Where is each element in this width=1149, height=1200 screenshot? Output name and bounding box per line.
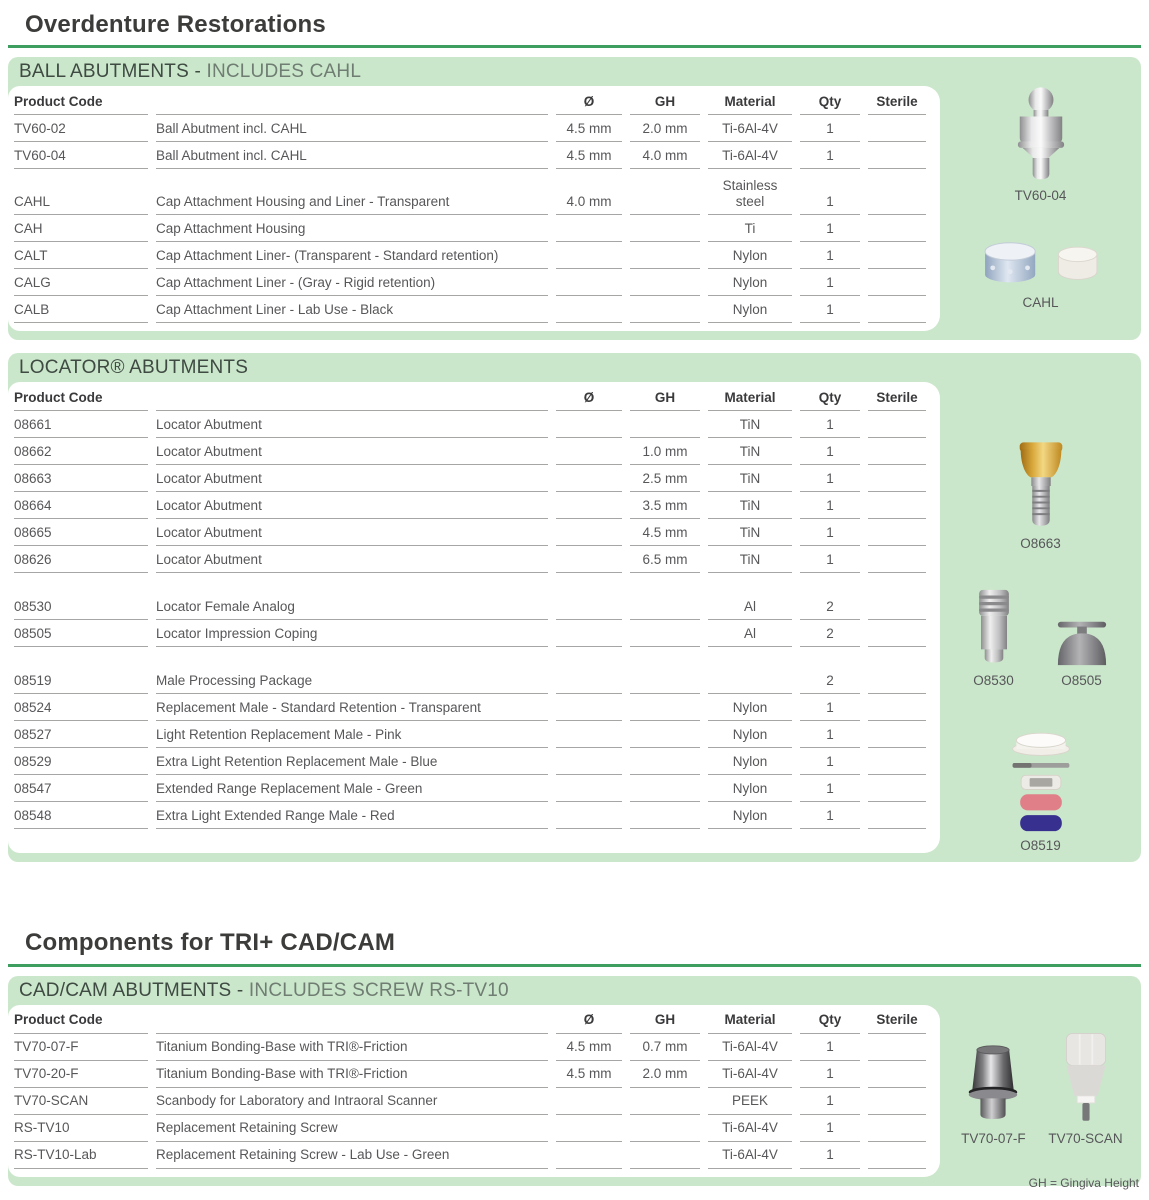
cahl-caps-icon (973, 237, 1109, 291)
cell-dia: 4.5 mm (556, 1061, 622, 1088)
ball-abutment-icon (1005, 84, 1077, 184)
cell-qty: 1 (800, 802, 860, 829)
col-header-sterile: Sterile (868, 88, 926, 115)
cell-code: RS-TV10-Lab (14, 1142, 148, 1169)
table-body (14, 411, 926, 829)
male-processing-package-icon (997, 728, 1085, 834)
cell-dia (556, 438, 622, 465)
cell-gh: 2.0 mm (630, 1061, 700, 1088)
table-row-08661 (14, 411, 926, 438)
cell-code: CALT (14, 242, 148, 269)
cell-desc: Locator Abutment (156, 411, 548, 438)
table-row-TV70-20-F (14, 1061, 926, 1088)
cell-code: TV70-20-F (14, 1061, 148, 1088)
cell-material: Nylon (708, 694, 792, 721)
cell-material: TiN (708, 492, 792, 519)
scanbody-icon (1053, 1029, 1119, 1127)
cell-sterile (868, 721, 926, 748)
cell-gh (630, 620, 700, 647)
cell-gh (630, 169, 700, 215)
cell-sterile (868, 519, 926, 546)
cell-dia: 4.5 mm (556, 1034, 622, 1061)
cell-sterile (868, 775, 926, 802)
col-header-qty: Qty (800, 384, 860, 411)
col-header-gh: GH (630, 384, 700, 411)
cell-qty: 1 (800, 242, 860, 269)
cell-qty: 1 (800, 1034, 860, 1061)
col-header-diameter: Ø (556, 88, 622, 115)
figure-tv70-07-f (958, 1041, 1028, 1146)
cell-gh (630, 269, 700, 296)
cell-qty: 2 (800, 620, 860, 647)
cell-gh (630, 1142, 700, 1169)
cell-desc: Extra Light Retention Replacement Male - Blue (156, 748, 548, 775)
col-header-material: Material (708, 1007, 792, 1034)
table-row-08524 (14, 694, 926, 721)
section-cadcam-abutments (8, 976, 1141, 1186)
table-row-08527 (14, 721, 926, 748)
cell-desc: Locator Impression Coping (156, 620, 548, 647)
cell-gh (630, 802, 700, 829)
cell-gh (630, 296, 700, 323)
cell-gh (630, 411, 700, 438)
table-row-CAHL (14, 169, 926, 215)
cell-desc: Cap Attachment Housing (156, 215, 548, 242)
cell-qty: 2 (800, 667, 860, 694)
cell-dia (556, 242, 622, 269)
table-row-08529 (14, 748, 926, 775)
cell-desc: Locator Abutment (156, 492, 548, 519)
cell-material: Ti-6Al-4V (708, 1142, 792, 1169)
product-figures (940, 382, 1141, 853)
cell-dia (556, 411, 622, 438)
col-header-gh: GH (630, 1007, 700, 1034)
table-body (14, 1034, 926, 1169)
cell-material: TiN (708, 465, 792, 492)
cell-material: Nylon (708, 296, 792, 323)
section-ball-abutments (8, 57, 1141, 340)
cell-qty: 2 (800, 593, 860, 620)
table-row-08662 (14, 438, 926, 465)
cell-desc: Cap Attachment Liner - Lab Use - Black (156, 296, 548, 323)
cell-desc: Locator Abutment (156, 519, 548, 546)
table-group-gap (14, 573, 926, 593)
product-figures (940, 86, 1141, 331)
cell-qty: 1 (800, 1088, 860, 1115)
cell-qty: 1 (800, 115, 860, 142)
cell-sterile (868, 694, 926, 721)
cell-material: Nylon (708, 748, 792, 775)
cell-desc: Titanium Bonding-Base with TRI®-Friction (156, 1034, 548, 1061)
table-row-08547 (14, 775, 926, 802)
figure-label: TV70-07-F (961, 1130, 1026, 1146)
cell-material: TiN (708, 519, 792, 546)
col-header-gh: GH (630, 88, 700, 115)
cell-gh (630, 242, 700, 269)
cell-desc: Replacement Male - Standard Retention - Transparent (156, 694, 548, 721)
col-header-description (156, 384, 548, 411)
cell-desc: Extended Range Replacement Male - Green (156, 775, 548, 802)
cell-desc: Replacement Retaining Screw - Lab Use - Green (156, 1142, 548, 1169)
cell-material: Ti-6Al-4V (708, 1061, 792, 1088)
cell-gh (630, 694, 700, 721)
cell-desc: Cap Attachment Liner- (Transparent - Standard retention) (156, 242, 548, 269)
titanium-bonding-base-icon (958, 1041, 1028, 1127)
cell-qty: 1 (800, 748, 860, 775)
cell-dia (556, 667, 622, 694)
cell-dia (556, 802, 622, 829)
table-group-gap (14, 647, 926, 667)
figure-o8519 (997, 728, 1085, 853)
cell-sterile (868, 142, 926, 169)
section-title: BALL ABUTMENTS - (19, 61, 201, 83)
cell-code: 08548 (14, 802, 148, 829)
product-table-card (8, 86, 940, 331)
cell-dia (556, 694, 622, 721)
cell-code: 08664 (14, 492, 148, 519)
figure-row (968, 587, 1114, 688)
figure-label: O8505 (1061, 673, 1102, 689)
cell-material (708, 667, 792, 694)
footnote-gh-legend: GH = Gingiva Height (1028, 1176, 1139, 1190)
cell-material: TiN (708, 546, 792, 573)
cell-code: 08530 (14, 593, 148, 620)
cell-code: 08505 (14, 620, 148, 647)
figure-o8505 (1050, 615, 1114, 688)
cell-code: 08661 (14, 411, 148, 438)
col-header-qty: Qty (800, 1007, 860, 1034)
cell-qty: 1 (800, 519, 860, 546)
table-row-CALB (14, 296, 926, 323)
cell-sterile (868, 748, 926, 775)
col-header-sterile: Sterile (868, 1007, 926, 1034)
table-row-08519 (14, 667, 926, 694)
cell-dia (556, 492, 622, 519)
cell-code: 08519 (14, 667, 148, 694)
cell-code: 08527 (14, 721, 148, 748)
cell-material: Ti-6Al-4V (708, 1115, 792, 1142)
cell-qty: 1 (800, 142, 860, 169)
cell-gh (630, 1115, 700, 1142)
table-body (14, 115, 926, 323)
cell-qty: 1 (800, 438, 860, 465)
figure-label: TV60-04 (1014, 188, 1067, 204)
locator-abutment-icon (1010, 440, 1072, 532)
figure-label: O8519 (1020, 838, 1061, 854)
table-row-08665 (14, 519, 926, 546)
col-header-material: Material (708, 384, 792, 411)
cell-sterile (868, 593, 926, 620)
cell-qty: 1 (800, 411, 860, 438)
cell-code: CAHL (14, 169, 148, 215)
table-row-RS-TV10 (14, 1115, 926, 1142)
col-header-product-code: Product Code (14, 1007, 148, 1034)
cell-gh: 6.5 mm (630, 546, 700, 573)
cell-qty: 1 (800, 465, 860, 492)
cell-material: Ti (708, 215, 792, 242)
table-row-TV60-02 (14, 115, 926, 142)
col-header-diameter: Ø (556, 384, 622, 411)
cell-desc: Locator Female Analog (156, 593, 548, 620)
cell-desc: Ball Abutment incl. CAHL (156, 142, 548, 169)
col-header-material: Material (708, 88, 792, 115)
figure-label: CAHL (1022, 295, 1059, 311)
cell-sterile (868, 438, 926, 465)
cell-dia (556, 296, 622, 323)
cell-code: TV70-07-F (14, 1034, 148, 1061)
section-banner (8, 353, 1141, 382)
cell-material: Nylon (708, 269, 792, 296)
cell-qty: 1 (800, 296, 860, 323)
figure-label: O8530 (973, 673, 1014, 689)
figure-label: TV70-SCAN (1048, 1130, 1123, 1146)
col-header-product-code: Product Code (14, 384, 148, 411)
table-row-08664 (14, 492, 926, 519)
cell-sterile (868, 242, 926, 269)
cell-dia (556, 775, 622, 802)
cell-dia (556, 269, 622, 296)
table-row-TV70-07-F (14, 1034, 926, 1061)
page-title-overdenture: Overdenture Restorations (25, 11, 326, 38)
section-locator-abutments (8, 353, 1141, 862)
cell-material: TiN (708, 411, 792, 438)
cell-gh: 4.5 mm (630, 519, 700, 546)
cell-dia (556, 721, 622, 748)
table-row-TV70-SCAN (14, 1088, 926, 1115)
table-header-row (14, 384, 926, 411)
cell-code: 08665 (14, 519, 148, 546)
cell-sterile (868, 411, 926, 438)
figure-cahl (973, 237, 1109, 310)
cell-gh: 2.0 mm (630, 115, 700, 142)
cell-gh: 1.0 mm (630, 438, 700, 465)
cell-material: Ti-6Al-4V (708, 1034, 792, 1061)
table-row-CALT (14, 242, 926, 269)
figure-tv70-scan (1048, 1029, 1122, 1146)
cell-code: CAH (14, 215, 148, 242)
col-header-description (156, 88, 548, 115)
cell-sterile (868, 1034, 926, 1061)
cell-material: Nylon (708, 721, 792, 748)
cell-material: Ti-6Al-4V (708, 142, 792, 169)
cell-dia: 4.5 mm (556, 142, 622, 169)
col-header-product-code: Product Code (14, 88, 148, 115)
cell-desc: Light Retention Replacement Male - Pink (156, 721, 548, 748)
cell-sterile (868, 1061, 926, 1088)
cell-gh: 4.0 mm (630, 142, 700, 169)
cell-desc: Locator Abutment (156, 438, 548, 465)
cell-sterile (868, 1142, 926, 1169)
cell-sterile (868, 296, 926, 323)
cell-dia (556, 1142, 622, 1169)
cell-qty: 1 (800, 721, 860, 748)
cell-material: Nylon (708, 242, 792, 269)
product-table-card (8, 1005, 940, 1177)
cell-desc: Locator Abutment (156, 465, 548, 492)
cell-qty: 1 (800, 1142, 860, 1169)
col-header-sterile: Sterile (868, 384, 926, 411)
cell-desc: Cap Attachment Housing and Liner - Transparent (156, 169, 548, 215)
cell-dia (556, 593, 622, 620)
cell-sterile (868, 1088, 926, 1115)
cell-dia (556, 1115, 622, 1142)
cell-code: 08663 (14, 465, 148, 492)
cell-material: Stainless steel (708, 169, 792, 215)
section-subtitle: INCLUDES SCREW RS-TV10 (248, 979, 509, 1001)
cell-sterile (868, 620, 926, 647)
cell-sterile (868, 802, 926, 829)
section-subtitle: INCLUDES CAHL (206, 61, 362, 83)
cell-desc: Titanium Bonding-Base with TRI®-Friction (156, 1061, 548, 1088)
cell-material: PEEK (708, 1088, 792, 1115)
cell-material: Nylon (708, 775, 792, 802)
cell-qty: 1 (800, 775, 860, 802)
cell-dia (556, 519, 622, 546)
cell-material: Ti-6Al-4V (708, 115, 792, 142)
cell-qty: 1 (800, 1115, 860, 1142)
table-header-row (14, 1007, 926, 1034)
cell-material: Al (708, 593, 792, 620)
cell-qty: 1 (800, 492, 860, 519)
cell-code: TV60-04 (14, 142, 148, 169)
cell-material: Nylon (708, 802, 792, 829)
cell-gh (630, 748, 700, 775)
cell-qty: 1 (800, 546, 860, 573)
cell-gh (630, 1088, 700, 1115)
cell-desc: Locator Abutment (156, 546, 548, 573)
figure-row (958, 1029, 1122, 1146)
cell-dia: 4.5 mm (556, 115, 622, 142)
cell-sterile (868, 269, 926, 296)
cell-desc: Cap Attachment Liner - (Gray - Rigid retention) (156, 269, 548, 296)
cell-code: TV70-SCAN (14, 1088, 148, 1115)
cell-qty: 1 (800, 169, 860, 215)
cell-sterile (868, 492, 926, 519)
cell-gh: 3.5 mm (630, 492, 700, 519)
cell-gh: 0.7 mm (630, 1034, 700, 1061)
section-title: CAD/CAM ABUTMENTS - (19, 979, 244, 1001)
cell-gh (630, 593, 700, 620)
cell-gh: 2.5 mm (630, 465, 700, 492)
table-row-08505 (14, 620, 926, 647)
section-banner (8, 976, 1141, 1005)
cell-sterile (868, 1115, 926, 1142)
cell-dia (556, 465, 622, 492)
figure-o8530 (968, 587, 1020, 688)
cell-sterile (868, 169, 926, 215)
col-header-diameter: Ø (556, 1007, 622, 1034)
locator-impression-coping-icon (1050, 615, 1114, 669)
cell-desc: Male Processing Package (156, 667, 548, 694)
cell-qty: 1 (800, 215, 860, 242)
cell-sterile (868, 465, 926, 492)
cell-material: TiN (708, 438, 792, 465)
page-title-components: Components for TRI+ CAD/CAM (25, 929, 396, 957)
cell-desc: Scanbody for Laboratory and Intraoral Scanner (156, 1088, 548, 1115)
cell-desc: Extra Light Extended Range Male - Red (156, 802, 548, 829)
figure-tv60-04 (1005, 84, 1077, 203)
table-row-TV60-04 (14, 142, 926, 169)
cell-dia (556, 215, 622, 242)
cell-qty: 1 (800, 269, 860, 296)
cell-gh (630, 721, 700, 748)
table-row-RS-TV10-Lab (14, 1142, 926, 1169)
cell-code: 08529 (14, 748, 148, 775)
cell-gh (630, 215, 700, 242)
cell-code: CALB (14, 296, 148, 323)
figure-label: O8663 (1020, 536, 1061, 552)
cell-gh (630, 667, 700, 694)
cell-dia (556, 748, 622, 775)
cell-code: TV60-02 (14, 115, 148, 142)
cell-code: 08524 (14, 694, 148, 721)
cell-sterile (868, 115, 926, 142)
section-banner (8, 57, 1141, 86)
table-row-08626 (14, 546, 926, 573)
cell-dia (556, 1088, 622, 1115)
cell-desc: Replacement Retaining Screw (156, 1115, 548, 1142)
cell-dia: 4.0 mm (556, 169, 622, 215)
col-header-qty: Qty (800, 88, 860, 115)
cell-gh (630, 775, 700, 802)
col-header-description (156, 1007, 548, 1034)
section-title: LOCATOR® ABUTMENTS (19, 357, 249, 379)
cell-sterile (868, 667, 926, 694)
cell-desc: Ball Abutment incl. CAHL (156, 115, 548, 142)
table-row-08530 (14, 593, 926, 620)
cell-qty: 1 (800, 1061, 860, 1088)
cell-qty: 1 (800, 694, 860, 721)
cell-dia (556, 546, 622, 573)
cell-sterile (868, 546, 926, 573)
cell-code: CALG (14, 269, 148, 296)
cell-sterile (868, 215, 926, 242)
table-row-CAH (14, 215, 926, 242)
figure-o8663 (1010, 440, 1072, 551)
product-table-card (8, 382, 940, 853)
cell-code: 08547 (14, 775, 148, 802)
table-row-08663 (14, 465, 926, 492)
table-row-08548 (14, 802, 926, 829)
cell-code: 08662 (14, 438, 148, 465)
cell-dia (556, 620, 622, 647)
table-header-row (14, 88, 926, 115)
cell-code: RS-TV10 (14, 1115, 148, 1142)
locator-female-analog-icon (968, 587, 1020, 669)
cell-material: Al (708, 620, 792, 647)
table-row-CALG (14, 269, 926, 296)
product-figures (940, 1005, 1141, 1177)
cell-code: 08626 (14, 546, 148, 573)
